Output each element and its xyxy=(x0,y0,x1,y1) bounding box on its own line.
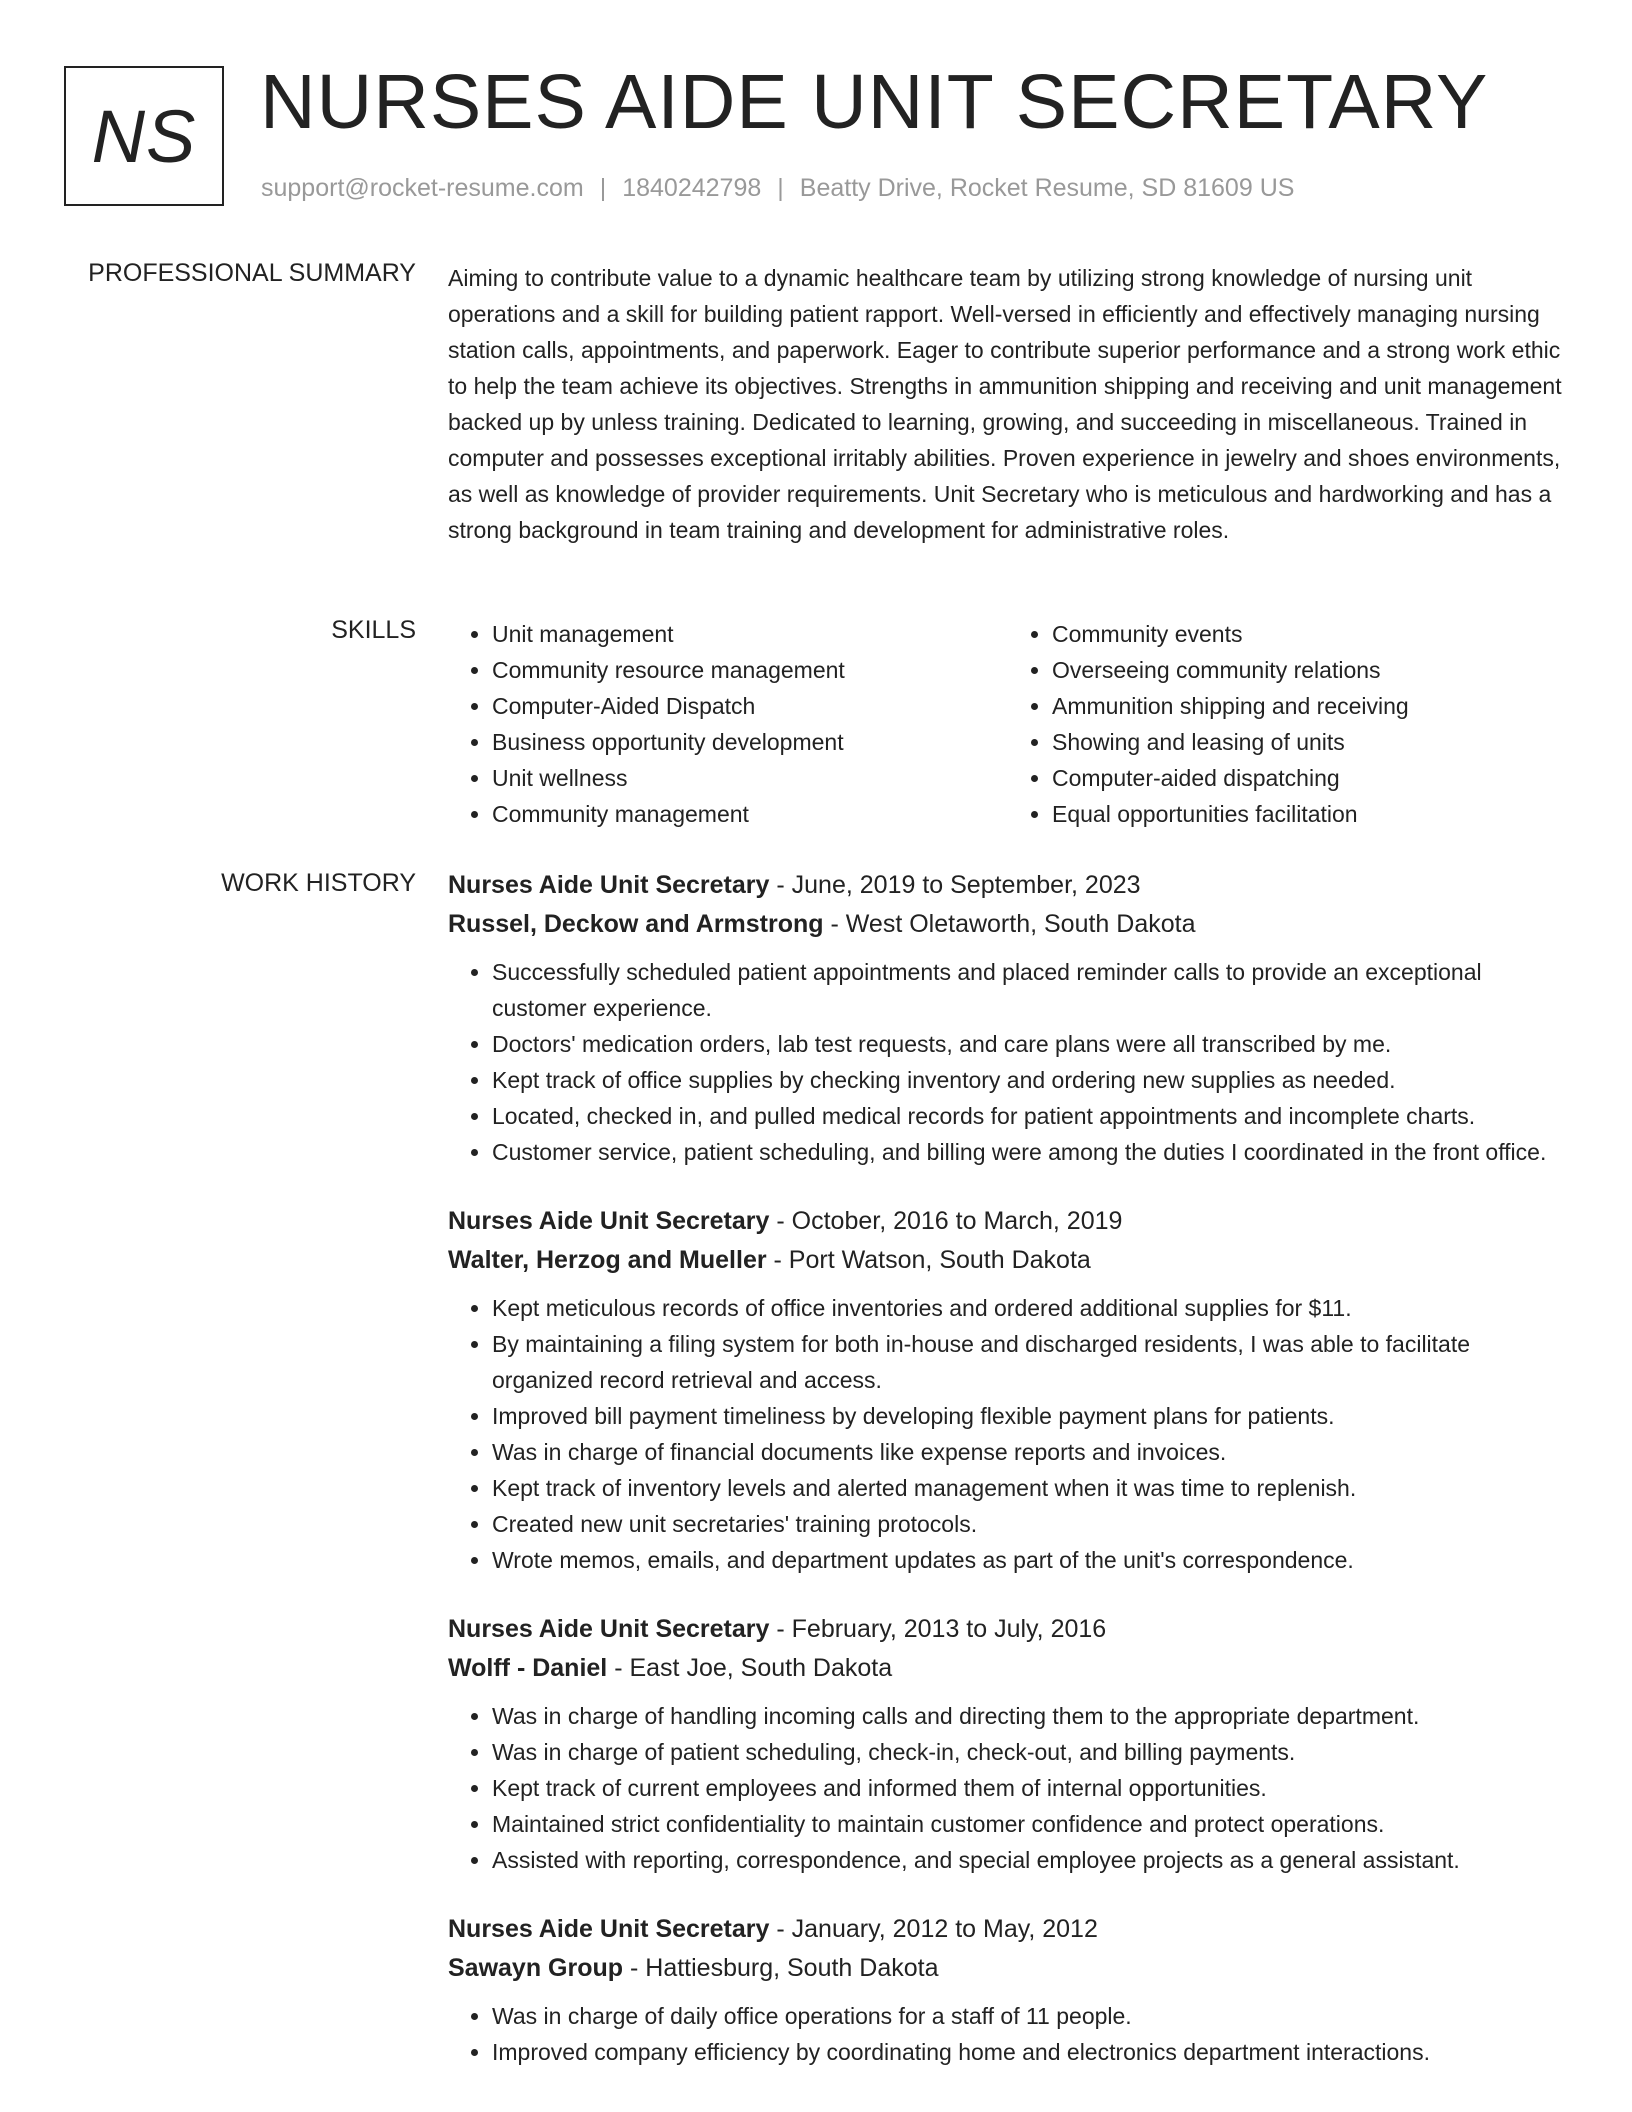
contact-address: Beatty Drive, Rocket Resume, SD 81609 US xyxy=(799,174,1295,202)
skill-item: • Community management xyxy=(492,796,1008,832)
skill-item: • Business opportunity development xyxy=(492,724,1008,760)
job-location: - Port Watson, South Dakota xyxy=(766,1246,1091,1274)
job-entry xyxy=(448,1910,1568,2070)
contact-email: support@rocket-resume.com xyxy=(261,174,584,202)
job-duties-list xyxy=(448,1698,1568,1878)
job-company-line xyxy=(448,1241,1568,1280)
job-title: Nurses Aide Unit Secretary xyxy=(448,1615,770,1643)
job-entry xyxy=(448,866,1568,1170)
job-dates: - January, 2012 to May, 2012 xyxy=(769,1915,1098,1943)
job-duty-item: • By maintaining a filing system for both in-house and discharged residents, I was able to facilitate organized record retrieval and access. xyxy=(492,1326,1568,1398)
job-entry xyxy=(448,1202,1568,1578)
work-history-section xyxy=(448,866,1568,2102)
job-location: - East Joe, South Dakota xyxy=(607,1654,893,1682)
job-dates: - February, 2013 to July, 2016 xyxy=(769,1615,1107,1643)
job-location: - Hattiesburg, South Dakota xyxy=(623,1954,939,1982)
job-company: Sawayn Group xyxy=(448,1954,624,1982)
job-duty-item: • Kept track of current employees and informed them of internal opportunities. xyxy=(492,1770,1568,1806)
skill-item: • Overseeing community relations xyxy=(1052,652,1568,688)
skill-item: • Computer-Aided Dispatch xyxy=(492,688,1008,724)
job-duty-item: • Kept meticulous records of office inventories and ordered additional supplies for $11. xyxy=(492,1290,1568,1326)
job-duties-list xyxy=(448,1290,1568,1578)
job-company: Walter, Herzog and Mueller xyxy=(448,1246,767,1274)
skill-item: • Showing and leasing of units xyxy=(1052,724,1568,760)
job-company-line xyxy=(448,1649,1568,1688)
job-company: Russel, Deckow and Armstrong xyxy=(448,910,824,938)
contact-line xyxy=(261,174,1294,203)
contact-phone: 1840242798 xyxy=(622,174,762,202)
job-company: Wolff - Daniel xyxy=(448,1654,608,1682)
skill-item: • Community resource management xyxy=(492,652,1008,688)
skill-item: • Unit wellness xyxy=(492,760,1008,796)
job-duty-item: • Created new unit secretaries' training protocols. xyxy=(492,1506,1568,1542)
summary-section xyxy=(448,260,1568,548)
job-title-line xyxy=(448,1910,1568,1949)
job-duty-item: • Was in charge of financial documents like expense reports and invoices. xyxy=(492,1434,1568,1470)
work-history-heading: WORK HISTORY xyxy=(221,869,416,897)
skills-section xyxy=(448,616,1568,832)
skill-item: • Equal opportunities facilitation xyxy=(1052,796,1568,832)
contact-separator: | xyxy=(599,174,607,202)
job-title: Nurses Aide Unit Secretary xyxy=(448,1915,770,1943)
job-duty-item: • Was in charge of handling incoming calls and directing them to the appropriate department. xyxy=(492,1698,1568,1734)
job-title-line xyxy=(448,1202,1568,1241)
job-duty-item: • Wrote memos, emails, and department updates as part of the unit's correspondence. xyxy=(492,1542,1568,1578)
job-duty-item: • Successfully scheduled patient appointments and placed reminder calls to provide an exceptional customer experience. xyxy=(492,954,1568,1026)
job-duty-item: • Kept track of office supplies by checking inventory and ordering new supplies as needed. xyxy=(492,1062,1568,1098)
job-dates: - June, 2019 to September, 2023 xyxy=(769,871,1141,899)
summary-heading: PROFESSIONAL SUMMARY xyxy=(88,259,416,287)
job-dates: - October, 2016 to March, 2019 xyxy=(769,1207,1123,1235)
job-duty-item: • Located, checked in, and pulled medical records for patient appointments and incomplete charts. xyxy=(492,1098,1568,1134)
job-duty-item: • Doctors' medication orders, lab test requests, and care plans were all transcribed by me. xyxy=(492,1026,1568,1062)
skills-list-right xyxy=(1008,616,1568,832)
job-company-line xyxy=(448,1949,1568,1988)
skill-item: • Ammunition shipping and receiving xyxy=(1052,688,1568,724)
initials-monogram: NS xyxy=(64,66,224,206)
job-title-line xyxy=(448,866,1568,905)
job-company-line xyxy=(448,905,1568,944)
skills-list-left xyxy=(448,616,1008,832)
job-title-line xyxy=(448,1610,1568,1649)
job-duties-list xyxy=(448,954,1568,1170)
job-location: - West Oletaworth, South Dakota xyxy=(823,910,1196,938)
skills-heading: SKILLS xyxy=(331,616,416,644)
skill-item: • Community events xyxy=(1052,616,1568,652)
job-duty-item: • Was in charge of daily office operations for a staff of 11 people. xyxy=(492,1998,1568,2034)
resume-name: NURSES AIDE UNIT SECRETARY xyxy=(260,59,1489,145)
job-duty-item: • Customer service, patient scheduling, and billing were among the duties I coordinated in the front office. xyxy=(492,1134,1568,1170)
job-title: Nurses Aide Unit Secretary xyxy=(448,871,770,899)
skill-item: • Unit management xyxy=(492,616,1008,652)
job-duty-item: • Kept track of inventory levels and alerted management when it was time to replenish. xyxy=(492,1470,1568,1506)
job-title: Nurses Aide Unit Secretary xyxy=(448,1207,770,1235)
job-duties-list xyxy=(448,1998,1568,2070)
job-duty-item: • Maintained strict confidentiality to maintain customer confidence and protect operations. xyxy=(492,1806,1568,1842)
contact-separator: | xyxy=(777,174,784,202)
job-duty-item: • Assisted with reporting, correspondence, and special employee projects as a general assistant. xyxy=(492,1842,1568,1878)
job-duty-item: • Improved company efficiency by coordinating home and electronics department interactions. xyxy=(492,2034,1568,2070)
job-entry xyxy=(448,1610,1568,1878)
skill-item: • Computer-aided dispatching xyxy=(1052,760,1568,796)
job-duty-item: • Improved bill payment timeliness by developing flexible payment plans for patients. xyxy=(492,1398,1568,1434)
job-duty-item: • Was in charge of patient scheduling, check-in, check-out, and billing payments. xyxy=(492,1734,1568,1770)
summary-text: Aiming to contribute value to a dynamic healthcare team by utilizing strong knowledge of nursing unit operations and a skill for building patient rapport. Well-versed in efficiently and effectively managing nursing station calls, appointments, and paperwork. Eager to contribute superior performance and a strong work ethic to help the team achieve its objectives. Strengths in ammunition shipping and receiving and unit management backed up by unless training. Dedicated to learning, growing, and succeeding in miscellaneous. Trained in computer and possesses exceptional irritably abilities. Proven experience in jewelry and shoes environments, as well as knowledge of provider requirements. Unit Secretary who is meticulous and hardworking and has a strong background in team training and development for administrative roles. xyxy=(448,265,1562,543)
